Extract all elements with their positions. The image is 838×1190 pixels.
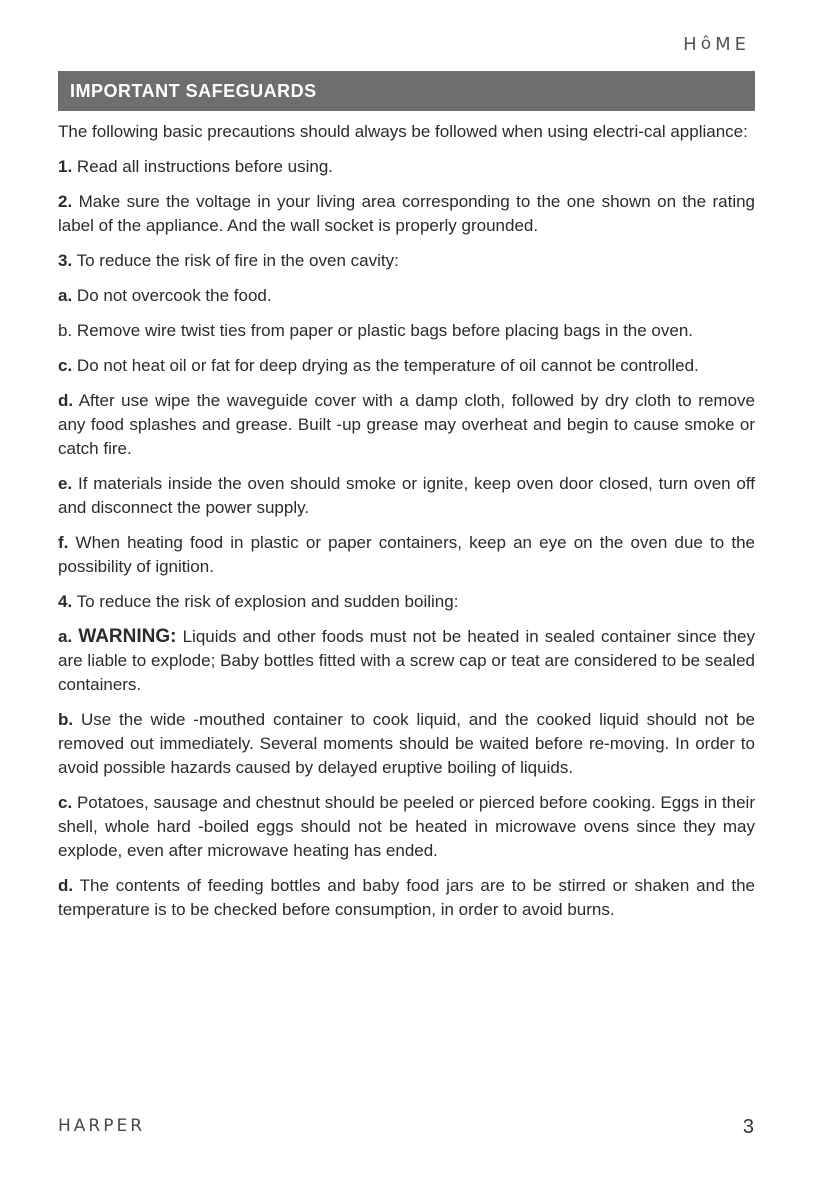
item-3f: [58, 531, 755, 579]
item-text: Do not overcook the food.: [76, 286, 272, 305]
item-marker: c.: [58, 356, 73, 375]
item-marker: 4.: [58, 592, 73, 611]
item-marker: 3.: [58, 251, 73, 270]
home-logo: HôME: [683, 34, 750, 55]
item-text: Read all instructions before using.: [76, 157, 334, 176]
intro-paragraph: The following basic precautions should always be followed when using electri-cal appliance:: [58, 122, 748, 141]
item-text: After use wipe the waveguide cover with a damp cloth, followed by dry cloth to remove any food splashes and grease. Built -up grease may overheat and begin to cause smoke or catch fire.: [58, 391, 755, 458]
item-text: If materials inside the oven should smoke or ignite, keep oven door closed, turn oven off and disconnect the power supply.: [58, 474, 755, 517]
item-text: When heating food in plastic or paper containers, keep an eye on the oven due to the possibility of ignition.: [58, 533, 755, 576]
section-header: [58, 71, 755, 111]
item-marker: 2.: [58, 192, 73, 211]
safeguards-content: [58, 120, 755, 933]
item-2: [58, 190, 755, 238]
item-marker: d.: [58, 391, 74, 410]
item-marker: a.: [58, 627, 73, 646]
item-3b: [58, 319, 755, 343]
item-3d: [58, 389, 755, 461]
item-text: To reduce the risk of fire in the oven cavity:: [76, 251, 399, 270]
item-4: [58, 590, 755, 614]
item-marker: f.: [58, 533, 69, 552]
item-marker: d.: [58, 876, 74, 895]
item-4b: [58, 708, 755, 780]
item-3e: [58, 472, 755, 520]
item-marker: b.: [58, 321, 73, 340]
item-3: [58, 249, 755, 273]
item-text: Remove wire twist ties from paper or plastic bags before placing bags in the oven.: [76, 321, 694, 340]
item-1: [58, 155, 755, 179]
item-marker: b.: [58, 710, 74, 729]
item-4a: [58, 625, 755, 697]
item-text: To reduce the risk of explosion and sudden boiling:: [76, 592, 459, 611]
section-title: IMPORTANT SAFEGUARDS: [70, 80, 317, 101]
item-text: The contents of feeding bottles and baby food jars are to be stirred or shaken and the temperature is to be checked before consumption, in order to avoid burns.: [58, 876, 755, 919]
page-number: 3: [742, 1116, 754, 1138]
item-text: Make sure the voltage in your living area corresponding to the one shown on the rating label of the appliance. And the wall socket is properly grounded.: [58, 192, 755, 235]
item-3a: [58, 284, 755, 308]
item-text: Use the wide -mouthed container to cook liquid, and the cooked liquid should not be removed out immediately. Several moments should be waited before re-moving. In order to avoid possible hazards caused by delayed eruptive boiling of liquids.: [58, 710, 755, 777]
item-marker: a.: [58, 286, 73, 305]
warning-label: WARNING:: [78, 626, 177, 647]
item-text: Do not heat oil or fat for deep drying as the temperature of oil cannot be controlled.: [76, 356, 699, 375]
item-3c: [58, 354, 755, 378]
item-text: Liquids and other foods must not be heated in sealed container since they are liable to explode; Baby bottles fitted with a screw cap or teat are considered to be sealed containers.: [58, 627, 755, 694]
item-marker: e.: [58, 474, 73, 493]
item-4d: [58, 874, 755, 922]
item-marker: 1.: [58, 157, 73, 176]
item-text: Potatoes, sausage and chestnut should be peeled or pierced before cooking. Eggs in their shell, whole hard -boiled eggs should not be heated in microwave ovens since they may explode, even after microwave heating has ended.: [58, 793, 755, 860]
item-4c: [58, 791, 755, 863]
harper-logo: HARPER: [58, 1116, 146, 1136]
item-marker: c.: [58, 793, 73, 812]
